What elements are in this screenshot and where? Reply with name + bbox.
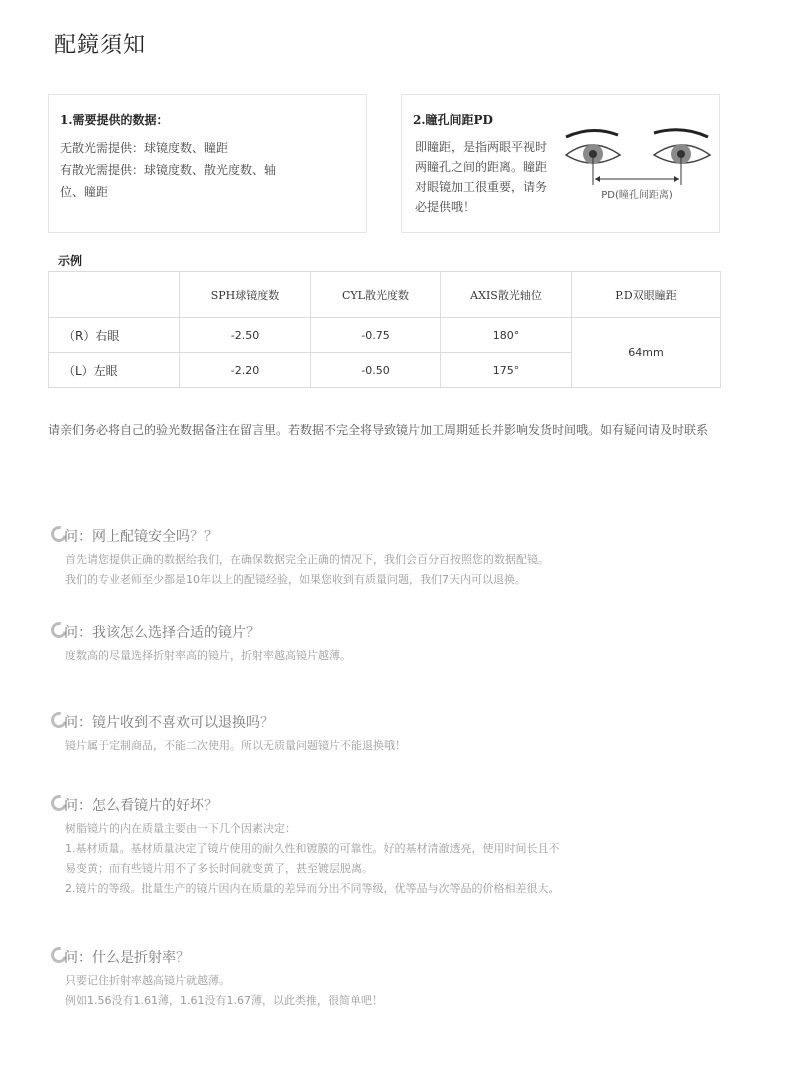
faq-item bbox=[50, 712, 750, 756]
faq-answer-line: 我们的专业老师至少都是10年以上的配镜经验，如果您收到有质量问题，我们7天内可以退换。 bbox=[65, 573, 526, 586]
required-data-heading: 1.需要提供的数据： bbox=[60, 113, 169, 127]
required-data-line: 位、瞳距 bbox=[60, 185, 109, 199]
header-cell: P.D双眼瞳距 bbox=[572, 272, 721, 318]
pd-value: 64mm bbox=[572, 318, 721, 388]
faq-answer bbox=[65, 736, 750, 756]
left-eyebrow bbox=[566, 130, 618, 137]
faq-prefix: 问： bbox=[64, 715, 92, 731]
faq-prefix: 问： bbox=[64, 950, 92, 966]
faq-question-text: 我该怎么选择合适的镜片 bbox=[92, 625, 246, 641]
page-title: 配鏡須知 bbox=[54, 33, 147, 58]
table-row bbox=[49, 318, 721, 353]
cyl-value: -0.50 bbox=[311, 353, 441, 388]
faq-answer-line: 镜片属于定制商品，不能二次使用。所以无质量问题镜片不能退换哦！ bbox=[65, 739, 406, 752]
faq-item bbox=[50, 622, 750, 666]
faq-prefix: 问： bbox=[64, 625, 92, 641]
faq-question-mark: ？？ bbox=[190, 529, 218, 545]
eye-label: （L）左眼 bbox=[49, 353, 180, 388]
faq-answer-line: 例如1.56没有1.61薄，1.61没有1.67薄，以此类推，很简单吧！ bbox=[65, 994, 383, 1007]
prescription-example-table bbox=[48, 271, 721, 388]
faq-question bbox=[50, 795, 750, 817]
faq-answer bbox=[65, 819, 750, 899]
faq-answer bbox=[65, 971, 750, 1011]
required-data-line: 有散光需提供：球镜度数、散光度数、轴 bbox=[60, 163, 277, 177]
table-header-row bbox=[49, 272, 721, 318]
example-title: 示例 bbox=[58, 254, 83, 268]
pupil-distance-line: 必提供哦！ bbox=[415, 200, 476, 214]
right-eyebrow bbox=[654, 130, 708, 137]
header-cell: CYL散光度数 bbox=[311, 272, 441, 318]
faq-question bbox=[50, 622, 750, 644]
cyl-value: -0.75 bbox=[311, 318, 441, 353]
pupil-distance-line: 两瞳孔之间的距离。瞳距 bbox=[415, 160, 548, 174]
pupil-distance-text bbox=[415, 137, 555, 217]
faq-answer bbox=[65, 550, 750, 590]
pupil-distance-diagram bbox=[562, 123, 712, 213]
faq-question-mark: ？ bbox=[176, 950, 190, 966]
required-data-card bbox=[48, 94, 367, 233]
required-data-text bbox=[60, 137, 290, 203]
notice-text: 请亲们务必将自己的验光数据备注在留言里。若数据不完全将导致镜片加工周期延长并影响发货时间哦。如有疑问请及时联系 bbox=[48, 423, 709, 437]
faq-question bbox=[50, 947, 750, 969]
faq-answer bbox=[65, 646, 750, 666]
pd-arrow-left bbox=[595, 176, 600, 182]
header-cell: AXIS散光轴位 bbox=[441, 272, 572, 318]
faq-answer-line: 易变黄；而有些镜片用不了多长时间就变黄了，甚至镀层脱离。 bbox=[65, 862, 373, 875]
sph-value: -2.50 bbox=[180, 318, 311, 353]
faq-question-text: 网上配镜安全吗 bbox=[92, 529, 190, 545]
faq-answer-line: 树脂镜片的内在质量主要由一下几个因素决定： bbox=[65, 822, 296, 835]
faq-answer-line: 只要记住折射率越高镜片就越薄。 bbox=[65, 974, 230, 987]
faq-answer-line: 2.镜片的等级。批量生产的镜片因内在质量的差异而分出不同等级，优等品与次等品的价格相差很大。 bbox=[65, 882, 560, 895]
faq-question-text: 镜片收到不喜欢可以退换吗 bbox=[92, 715, 260, 731]
faq-question-mark: ？ bbox=[246, 625, 260, 641]
pupil-distance-card bbox=[401, 94, 720, 233]
faq-answer-line: 1.基材质量。基材质量决定了镜片使用的耐久性和镀膜的可靠性。好的基材清澈透亮，使用时间长且不 bbox=[65, 842, 560, 855]
required-data-line: 无散光需提供：球镜度数、瞳距 bbox=[60, 141, 229, 155]
faq-prefix: 问： bbox=[64, 798, 92, 814]
pupil-distance-line: 即瞳距，是指两眼平视时 bbox=[415, 140, 548, 154]
pd-figure-label: PD(瞳孔间距离) bbox=[601, 190, 673, 201]
pupil-distance-line: 对眼镜加工很重要，请务 bbox=[415, 180, 548, 194]
pupil-distance-heading: 2.瞳孔间距PD bbox=[413, 113, 493, 127]
faq-item bbox=[50, 526, 750, 590]
faq-answer-line: 首先请您提供正确的数据给我们，在确保数据完全正确的情况下，我们会百分百按照您的数据配镜。 bbox=[65, 553, 549, 566]
sph-value: -2.20 bbox=[180, 353, 311, 388]
faq-question-mark: ？ bbox=[260, 715, 274, 731]
faq-item bbox=[50, 795, 750, 899]
pd-arrow-right bbox=[674, 176, 679, 182]
eye-label: （R）右眼 bbox=[49, 318, 180, 353]
faq-question-mark: ？ bbox=[204, 798, 218, 814]
faq-item bbox=[50, 947, 750, 1011]
faq-question-text: 什么是折射率 bbox=[92, 950, 176, 966]
faq-question-text: 怎么看镜片的好坏 bbox=[92, 798, 204, 814]
axis-value: 180° bbox=[441, 318, 572, 353]
faq-answer-line: 度数高的尽量选择折射率高的镜片，折射率越高镜片越薄。 bbox=[65, 649, 351, 662]
header-cell: SPH球镜度数 bbox=[180, 272, 311, 318]
faq-question bbox=[50, 526, 750, 548]
axis-value: 175° bbox=[441, 353, 572, 388]
header-cell bbox=[49, 272, 180, 318]
faq-question bbox=[50, 712, 750, 734]
faq-prefix: 问： bbox=[64, 529, 92, 545]
